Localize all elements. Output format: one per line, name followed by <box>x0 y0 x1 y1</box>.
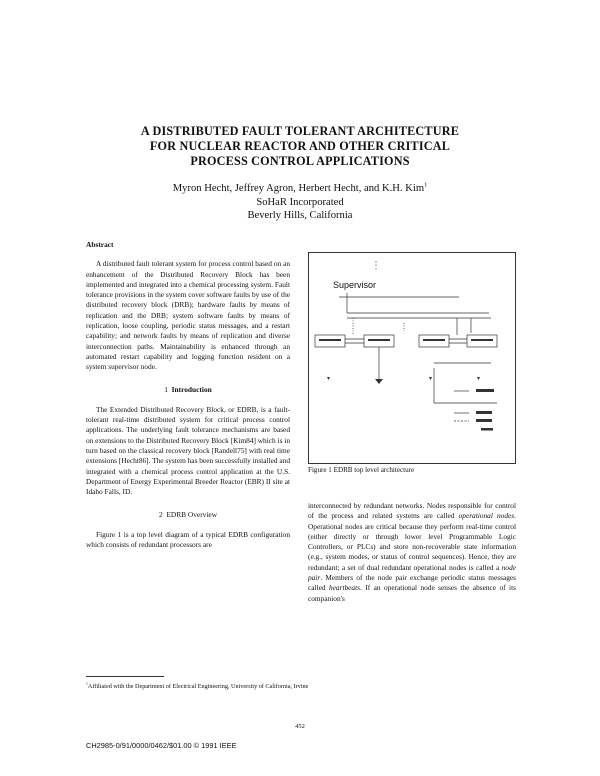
node-2-label <box>368 339 390 341</box>
section-2-text-left: Figure 1 is a top level diagram of a typical EDRB configuration which consists of redundant processors are <box>86 529 290 550</box>
paper-title <box>60 124 540 169</box>
term-node-pair: node pair <box>308 562 516 583</box>
abstract-heading: Abstract <box>86 240 114 249</box>
section-2-text-right-c: . Members of the node pair exchange periodic status messages called <box>308 573 516 593</box>
author-footnote-mark: 1 <box>424 181 428 189</box>
term-heartbeats: heartbeats <box>328 583 360 593</box>
node-4-arrow <box>477 377 480 380</box>
copyright-line: CH2985-0/91/0000/0462/$01.00 © 1991 IEEE <box>86 741 237 750</box>
legend-label-4 <box>481 428 493 431</box>
legend-label-2 <box>476 411 492 414</box>
section-2-heading <box>86 510 290 520</box>
section-2-text-right <box>308 501 516 604</box>
footnote-mark: 1 <box>86 681 88 686</box>
node-4-label <box>471 339 493 341</box>
node-1-label <box>319 339 341 341</box>
figure-1-caption: Figure 1 EDRB top level architecture <box>308 466 415 474</box>
author-names: Myron Hecht, Jeffrey Agron, Herbert Hecht, and K.H. Kim <box>172 183 425 194</box>
title-line-1: A DISTRIBUTED FAULT TOLERANT ARCHITECTURE <box>140 124 460 138</box>
footnote-text: Affiliated with the Department of Electrical Engineering, University of California, Irvine <box>87 683 309 690</box>
author-block <box>60 182 540 223</box>
section-1-number: 1 <box>164 384 168 394</box>
term-operational-nodes: operational nodes <box>458 511 515 521</box>
page-number: 452 <box>295 723 305 730</box>
node-1-arrow <box>327 377 330 380</box>
supervisor-label: Supervisor <box>333 280 377 290</box>
footnote <box>86 683 308 690</box>
section-2-text-right-d: . If an operational node senses the absence of its companion's <box>308 583 516 603</box>
section-2-text-right-b: . Operational nodes are critical because they perform real-time control (either directly or through lower level Programmable Logic Controllers, or PLCs) and store non-recoverable state information (e.g., system modes, or status of control sequences). Hence, they are redundant; a set of dual redundant operational nodes is called a <box>308 511 516 572</box>
section-1-text: The Extended Distributed Recovery Block, or EDRB, is a fault-tolerant real-time distributed system for critical process control applications. The underlying fault tolerance mechanisms are based on extensions to the Distributed Recovery Block [Kim84] which is in turn based on the classical recovery block [Randell75] with real time extensions [Hecht86]. The system has been successfully installed and integrated with a chemical process control application at the U.S. Department of Energy Experimental Breeder Reactor (EBR) II site at Idaho Falls, ID. <box>86 404 291 497</box>
section-1-title: Introduction <box>171 384 212 394</box>
right-column <box>308 501 516 612</box>
section-2-number: 2 <box>158 509 163 519</box>
node-3-label <box>423 339 445 341</box>
author-names-line <box>60 182 540 196</box>
node-3-arrow <box>429 377 432 380</box>
title-line-2: FOR NUCLEAR REACTOR AND OTHER CRITICAL <box>149 139 451 153</box>
author-location: Beverly Hills, California <box>247 210 353 221</box>
legend-label-1 <box>476 389 494 392</box>
abstract-text: A distributed fault tolerant system for process control based on an enhancement of the Distributed Recovery Block has been implemented and integrated into a chemical processing system. Fault tolerance provisions in the system cover software faults by use of the distributed recovery block (DRB); hardware faults by means of replication and the DRB; system software faults by means of replication, loose coupling, periodic status messages, and a restart capability; and network faults by means of replication and diverse interconnection paths. Maintainability is enhanced through an automated restart capability and logging function resident on a system supervisor node. <box>86 259 290 372</box>
pair-1-arrow <box>375 379 383 384</box>
figure-1-diagram <box>308 252 516 464</box>
section-1-heading <box>86 385 290 395</box>
author-organization: SoHaR Incorporated <box>256 196 344 208</box>
figure-1-svg <box>309 253 515 463</box>
legend-label-3 <box>476 419 492 422</box>
left-column <box>86 240 290 558</box>
title-line-3: PROCESS CONTROL APPLICATIONS <box>190 154 410 168</box>
footnote-rule <box>86 676 164 677</box>
section-2-text-right-a: interconnected by redundant networks. Nodes responsible for control of the process and related systems are called <box>308 501 516 521</box>
section-2-title: EDRB Overview <box>166 509 218 519</box>
